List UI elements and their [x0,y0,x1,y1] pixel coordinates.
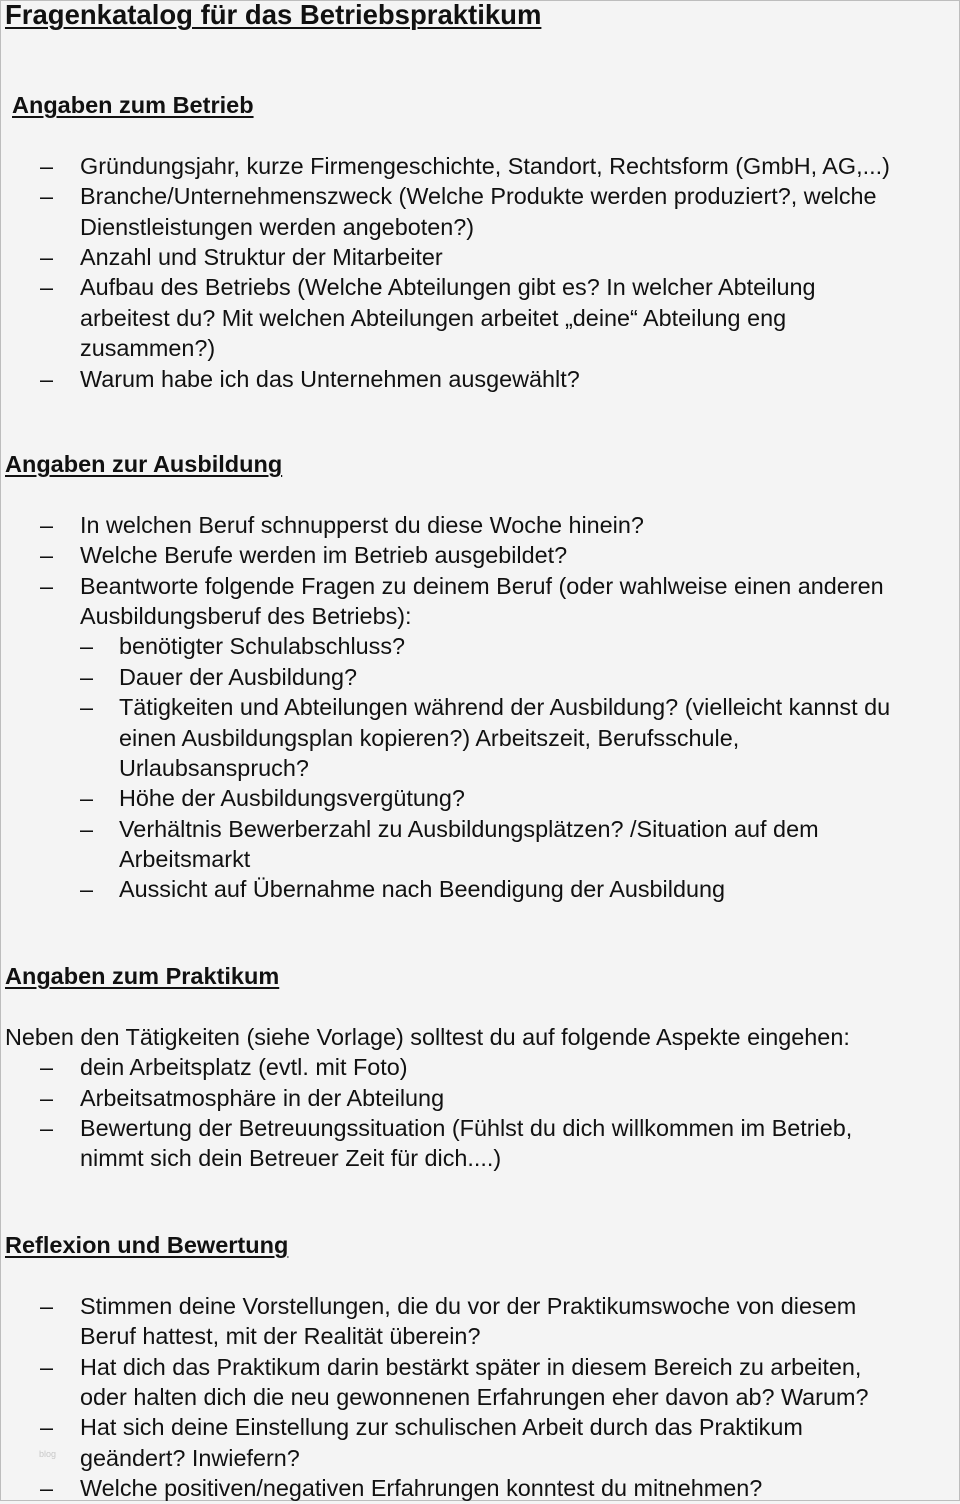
line-text: Dauer der Ausbildung? [119,663,357,690]
text-line [0,364,960,394]
line-text: Arbeitsatmosphäre in der Abteilung [80,1084,445,1111]
dash-bullet-icon: – [80,815,94,842]
text-line [0,1113,960,1143]
line-text: zusammen?) [80,335,216,362]
dash-bullet-icon: – [40,1414,54,1441]
line-text: oder halten dich die neu gewonnenen Erfahrungen eher davon ab? Warum? [80,1383,869,1410]
dash-bullet-icon: – [40,243,54,270]
section [0,1230,960,1504]
dash-bullet-icon: – [40,1084,54,1111]
text-line [0,601,960,631]
text-line [0,1443,960,1473]
section-heading [0,90,960,151]
text-line [0,814,960,844]
text-line [0,1412,960,1442]
list-item [0,1083,960,1113]
line-text: geändert? Inwiefern? [80,1444,300,1471]
list-item [0,151,960,181]
line-text: einen Ausbildungsplan kopieren?) Arbeitszeit, Berufsschule, [119,724,740,751]
line-text: Branche/Unternehmenszweck (Welche Produkte werden produziert?, welche [80,183,877,210]
section-heading [0,961,960,1022]
sub-list-item [0,692,960,783]
line-text: In welchen Beruf schnupperst du diese Woche hinein? [80,511,644,538]
text-line [0,1352,960,1382]
line-text: Aussicht auf Übernahme nach Beendigung der Ausbildung [119,876,725,903]
section-heading [0,1230,960,1291]
text-line [0,662,960,692]
list-item [0,1052,960,1082]
dash-bullet-icon: – [40,274,54,301]
section-heading-text: Angaben zur Ausbildung [5,451,283,477]
text-line [0,1291,960,1321]
line-text: Verhältnis Bewerberzahl zu Ausbildungsplätzen? /Situation auf dem [119,815,819,842]
text-line [0,272,960,302]
text-line [0,1022,960,1052]
text-line [0,1143,960,1173]
line-text: Hat dich das Praktikum darin bestärkt später in diesem Bereich zu arbeiten, [80,1353,862,1380]
list-item [0,1113,960,1174]
sub-list-item [0,631,960,661]
line-text: Welche Berufe werden im Betrieb ausgebildet? [80,542,568,569]
text-line [0,571,960,601]
document-title: Fragenkatalog für das Betriebspraktikum [5,0,542,30]
paragraph [0,1022,960,1052]
list-item [0,242,960,272]
text-line [0,242,960,272]
dash-bullet-icon: – [80,876,94,903]
text-line [0,692,960,722]
text-line [0,753,960,783]
section-heading-text: Angaben zum Praktikum [5,963,280,989]
dash-bullet-icon: – [40,1475,54,1502]
dash-bullet-icon: – [40,365,54,392]
list-item [0,364,960,394]
dash-bullet-icon: – [40,1054,54,1081]
dash-bullet-icon: – [40,542,54,569]
section [0,90,960,394]
section-heading [0,449,960,510]
text-line [0,1321,960,1351]
text-line [0,181,960,211]
list-item [0,1291,960,1352]
dash-bullet-icon: – [40,183,54,210]
line-text: Arbeitsmarkt [119,846,251,873]
line-text: Anzahl und Struktur der Mitarbeiter [80,243,443,270]
dash-bullet-icon: – [80,633,94,660]
dash-bullet-icon: – [80,785,94,812]
dash-bullet-icon: – [40,511,54,538]
line-text: dein Arbeitsplatz (evtl. mit Foto) [80,1054,408,1081]
dash-bullet-icon: – [40,1114,54,1141]
line-text: Welche positiven/negativen Erfahrungen konntest du mitnehmen? [80,1475,763,1502]
text-line [0,1083,960,1113]
line-text: Gründungsjahr, kurze Firmengeschichte, Standort, Rechtsform (GmbH, AG,...) [80,152,890,179]
line-text: nimmt sich dein Betreuer Zeit für dich....) [80,1145,502,1172]
text-line [0,540,960,570]
text-line [0,874,960,904]
section-heading-text: Reflexion und Bewertung [5,1232,289,1258]
dash-bullet-icon: – [40,1353,54,1380]
section-heading-text: Angaben zum Betrieb [12,92,254,118]
list-item [0,1412,960,1473]
line-text: benötigter Schulabschluss? [119,633,406,660]
text-line [0,844,960,874]
line-text: Aufbau des Betriebs (Welche Abteilungen gibt es? In welcher Abteilung [80,274,816,301]
section [0,449,960,905]
dash-bullet-icon: – [80,663,94,690]
line-text: Höhe der Ausbildungsvergütung? [119,785,465,812]
line-text: Dienstleistungen werden angeboten?) [80,213,475,240]
sub-list-item [0,814,960,875]
line-text: Neben den Tätigkeiten (siehe Vorlage) solltest du auf folgende Aspekte eingehen: [5,1023,850,1050]
sub-list-item [0,783,960,813]
dash-bullet-icon: – [40,572,54,599]
dash-bullet-icon: – [80,694,94,721]
text-line [0,1052,960,1082]
list-item [0,510,960,540]
text-line [0,1473,960,1503]
text-line [0,631,960,661]
text-line [0,1382,960,1412]
dash-bullet-icon: – [40,152,54,179]
line-text: Beantworte folgende Fragen zu deinem Beruf (oder wahlweise einen anderen [80,572,884,599]
line-text: Stimmen deine Vorstellungen, die du vor der Praktikumswoche von diesem [80,1292,857,1319]
text-line [0,783,960,813]
list-item [0,272,960,363]
line-text: Warum habe ich das Unternehmen ausgewählt? [80,365,580,392]
text-line [0,212,960,242]
sub-list-item [0,874,960,904]
section [0,961,960,1174]
list-item [0,571,960,632]
text-line [0,510,960,540]
line-text: Beruf hattest, mit der Realität überein? [80,1323,481,1350]
line-text: arbeitest du? Mit welchen Abteilungen arbeitet „deine“ Abteilung eng [80,304,787,331]
text-line [0,303,960,333]
list-item [0,181,960,242]
line-text: Tätigkeiten und Abteilungen während der Ausbildung? (vielleicht kannst du [119,694,891,721]
text-line [0,333,960,363]
list-item [0,1473,960,1503]
line-text: Urlaubsanspruch? [119,754,309,781]
sub-list-item [0,662,960,692]
list-item [0,540,960,570]
line-text: Bewertung der Betreuungssituation (Fühlst du dich willkommen im Betrieb, [80,1114,853,1141]
line-text: Hat sich deine Einstellung zur schulischen Arbeit durch das Praktikum [80,1414,803,1441]
list-item [0,1352,960,1413]
dash-bullet-icon: – [40,1292,54,1319]
text-line [0,151,960,181]
watermark: blog [39,1449,57,1459]
text-line [0,723,960,753]
line-text: Ausbildungsberuf des Betriebs): [80,602,412,629]
